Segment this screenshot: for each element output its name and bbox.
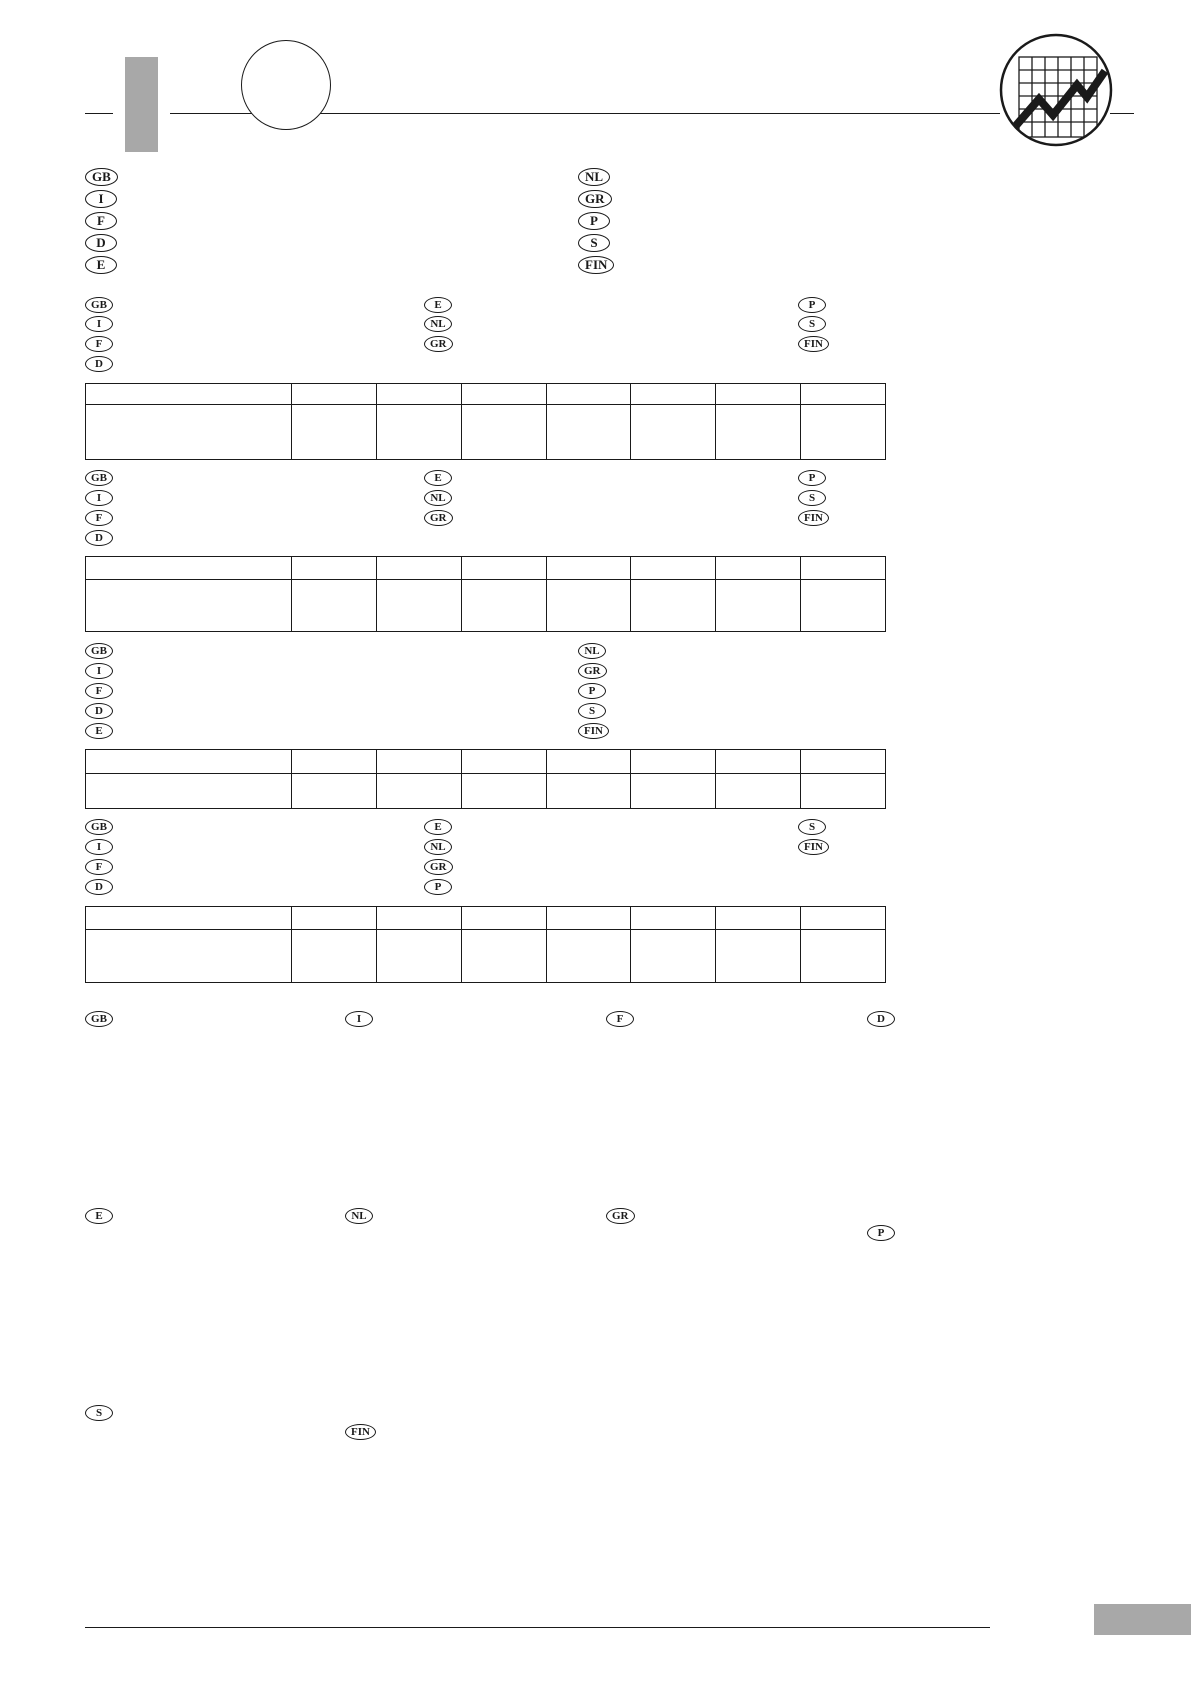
- spec-table-2: [85, 556, 886, 632]
- lang-badge-d: D: [85, 879, 113, 895]
- lang-badge-e: E: [424, 470, 452, 486]
- lang-badge-gb: GB: [85, 819, 113, 835]
- lang-badge-p: P: [867, 1225, 895, 1241]
- page-number-tab: [1094, 1604, 1191, 1635]
- table-row: [86, 580, 886, 632]
- lang-badge-f: F: [85, 336, 113, 352]
- lang-badge-d: D: [85, 703, 113, 719]
- header-rule-right: [1110, 113, 1134, 114]
- lang-badge-gb: GB: [85, 470, 113, 486]
- lang-badge-p: P: [424, 879, 452, 895]
- section-tab: [125, 57, 158, 152]
- lang-badge-p: P: [798, 297, 826, 313]
- spec-table-4: [85, 906, 886, 983]
- lang-badge-fin: FIN: [798, 336, 829, 352]
- lang-badge-e: E: [85, 256, 117, 274]
- lang-badge-gb: GB: [85, 168, 118, 186]
- footer-rule: [85, 1627, 990, 1628]
- chapter-number-circle: [241, 40, 331, 130]
- lang-badge-i: I: [85, 839, 113, 855]
- lang-badge-i: I: [85, 663, 113, 679]
- spec-table-3: [85, 749, 886, 809]
- table-row: [86, 405, 886, 460]
- lang-badge-s: S: [798, 490, 826, 506]
- lang-badge-e: E: [424, 297, 452, 313]
- lang-badge-nl: NL: [424, 490, 452, 506]
- lang-badge-d: D: [85, 530, 113, 546]
- lang-badge-s: S: [798, 316, 826, 332]
- lang-badge-e: E: [85, 723, 113, 739]
- lang-badge-e: E: [424, 819, 452, 835]
- table-header-row: [86, 557, 886, 580]
- lang-badge-f: F: [85, 212, 117, 230]
- lang-badge-f: F: [606, 1011, 634, 1027]
- lang-badge-i: I: [85, 316, 113, 332]
- lang-badge-gr: GR: [424, 336, 453, 352]
- lang-badge-nl: NL: [578, 643, 606, 659]
- lang-badge-gr: GR: [606, 1208, 635, 1224]
- lang-badge-p: P: [798, 470, 826, 486]
- lang-badge-p: P: [578, 683, 606, 699]
- lang-badge-nl: NL: [578, 168, 610, 186]
- lang-badge-f: F: [85, 683, 113, 699]
- lang-badge-s: S: [578, 234, 610, 252]
- lang-badge-d: D: [85, 356, 113, 372]
- lang-badge-gb: GB: [85, 297, 113, 313]
- rising-chart-icon: [999, 33, 1113, 147]
- lang-badge-s: S: [798, 819, 826, 835]
- lang-badge-s: S: [85, 1405, 113, 1421]
- table-row: [86, 774, 886, 809]
- lang-badge-p: P: [578, 212, 610, 230]
- lang-badge-fin: FIN: [578, 256, 614, 274]
- lang-badge-d: D: [867, 1011, 895, 1027]
- table-header-row: [86, 907, 886, 930]
- lang-badge-fin: FIN: [578, 723, 609, 739]
- lang-badge-f: F: [85, 510, 113, 526]
- table-header-row: [86, 750, 886, 774]
- lang-badge-gr: GR: [578, 663, 607, 679]
- lang-badge-gr: GR: [424, 859, 453, 875]
- table-row: [86, 930, 886, 983]
- lang-badge-d: D: [85, 234, 117, 252]
- lang-badge-gb: GB: [85, 1011, 113, 1027]
- lang-badge-gr: GR: [424, 510, 453, 526]
- lang-badge-f: F: [85, 859, 113, 875]
- lang-badge-nl: NL: [345, 1208, 373, 1224]
- lang-badge-i: I: [85, 490, 113, 506]
- lang-badge-fin: FIN: [345, 1424, 376, 1440]
- lang-badge-e: E: [85, 1208, 113, 1224]
- lang-badge-fin: FIN: [798, 510, 829, 526]
- lang-badge-i: I: [345, 1011, 373, 1027]
- lang-badge-nl: NL: [424, 839, 452, 855]
- lang-badge-fin: FIN: [798, 839, 829, 855]
- lang-badge-gr: GR: [578, 190, 612, 208]
- lang-badge-gb: GB: [85, 643, 113, 659]
- lang-badge-nl: NL: [424, 316, 452, 332]
- header-rule-left: [85, 113, 113, 114]
- lang-badge-s: S: [578, 703, 606, 719]
- lang-badge-i: I: [85, 190, 117, 208]
- table-header-row: [86, 384, 886, 405]
- spec-table-1: [85, 383, 886, 460]
